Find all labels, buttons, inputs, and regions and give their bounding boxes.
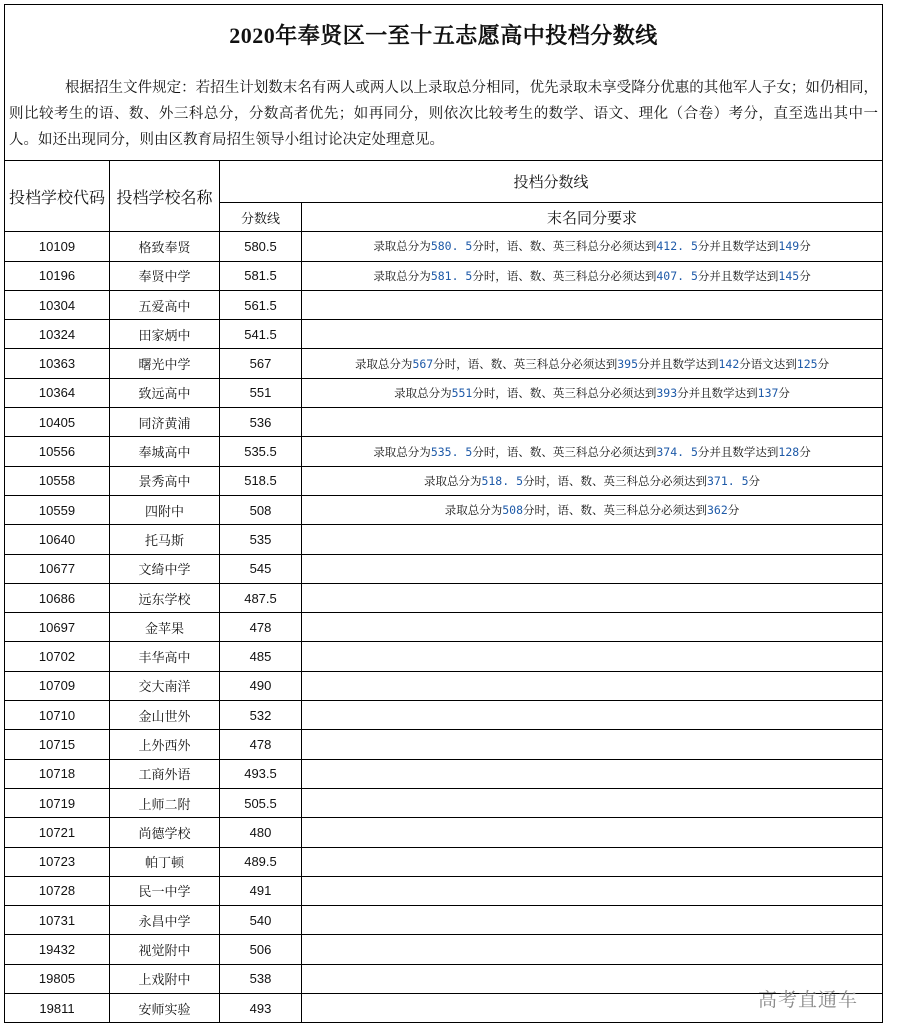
cell-score: 541.5	[220, 320, 302, 349]
requirement-number: 580. 5	[430, 239, 473, 254]
cell-name: 致远高中	[110, 378, 220, 407]
cell-requirement	[302, 642, 883, 671]
cell-requirement: 录取总分为535. 5分时，语、数、英三科总分必须达到374. 5分并且数学达到128分	[302, 437, 883, 466]
table-row	[5, 583, 883, 612]
cell-name: 远东学校	[110, 583, 220, 612]
requirement-number: 551	[451, 385, 473, 400]
cell-score: 551	[220, 378, 302, 407]
cell-code: 10109	[5, 232, 110, 261]
cell-name: 金苹果	[110, 613, 220, 642]
cell-score: 490	[220, 671, 302, 700]
cell-score: 532	[220, 701, 302, 730]
header-score: 分数线	[220, 203, 302, 232]
table-row	[5, 994, 883, 1023]
cell-score: 518.5	[220, 466, 302, 495]
table-row	[5, 349, 883, 378]
cell-name: 永昌中学	[110, 906, 220, 935]
cell-code: 10731	[5, 906, 110, 935]
cell-name: 奉城高中	[110, 437, 220, 466]
requirement-number: 395	[617, 356, 638, 371]
cell-score: 567	[220, 349, 302, 378]
cell-code: 10723	[5, 847, 110, 876]
requirement-number: 149	[778, 239, 800, 254]
cell-name: 五爱高中	[110, 290, 220, 319]
cell-score: 535.5	[220, 437, 302, 466]
cell-code: 10196	[5, 261, 110, 290]
cell-score: 581.5	[220, 261, 302, 290]
cell-name: 安师实验	[110, 994, 220, 1023]
header-code: 投档学校代码	[5, 161, 110, 232]
cell-code: 10709	[5, 671, 110, 700]
cell-score: 478	[220, 613, 302, 642]
cell-code: 19805	[5, 964, 110, 993]
cell-requirement	[302, 671, 883, 700]
watermark: 高考直通车	[758, 990, 859, 1011]
table-row	[5, 730, 883, 759]
cell-requirement	[302, 818, 883, 847]
cell-name: 帕丁顿	[110, 847, 220, 876]
cell-name: 交大南洋	[110, 671, 220, 700]
cell-code: 19811	[5, 994, 110, 1023]
cell-name: 视觉附中	[110, 935, 220, 964]
cell-code: 10719	[5, 788, 110, 817]
cell-name: 尚德学校	[110, 818, 220, 847]
cell-score: 493	[220, 994, 302, 1023]
table-row	[5, 671, 883, 700]
cell-code: 10710	[5, 701, 110, 730]
cell-requirement	[302, 320, 883, 349]
cell-score: 491	[220, 876, 302, 905]
table-row	[5, 290, 883, 319]
cell-score: 561.5	[220, 290, 302, 319]
cell-score: 535	[220, 525, 302, 554]
cell-score: 508	[220, 495, 302, 524]
cell-requirement	[302, 408, 883, 437]
table-row	[5, 437, 883, 466]
cell-code: 10715	[5, 730, 110, 759]
cell-name: 文绮中学	[110, 554, 220, 583]
cell-code: 10728	[5, 876, 110, 905]
cell-requirement	[302, 583, 883, 612]
requirement-number: 535. 5	[430, 444, 473, 459]
requirement-number: 371. 5	[707, 473, 749, 488]
requirement-number: 407. 5	[656, 268, 698, 283]
requirement-number: 374. 5	[656, 444, 698, 459]
cell-name: 田家炳中	[110, 320, 220, 349]
cell-name: 工商外语	[110, 759, 220, 788]
cell-score: 545	[220, 554, 302, 583]
requirement-number: 145	[778, 268, 800, 283]
cell-name: 景秀高中	[110, 466, 220, 495]
cell-score: 485	[220, 642, 302, 671]
cell-code: 10556	[5, 437, 110, 466]
requirement-number: 137	[757, 385, 779, 400]
cell-requirement: 录取总分为508分时，语、数、英三科总分必须达到362分	[302, 495, 883, 524]
cell-requirement: 录取总分为581. 5分时，语、数、英三科总分必须达到407. 5分并且数学达到145分	[302, 261, 883, 290]
requirement-number: 393	[656, 385, 678, 400]
table-row	[5, 642, 883, 671]
intro-paragraph: 根据招生文件规定：若招生计划数末名有两人或两人以上录取总分相同，优先录取未享受降分优惠的其他军人子女；如仍相同，则比较考生的语、数、外三科总分，分数高者优先；如再同分，则依次比较考生的数学、语文、理化（合卷）考分，直至选出其中一人。如还出现同分，则由区教育局招生领导小组讨论决定处理意见。	[9, 80, 878, 148]
cell-name: 托马斯	[110, 525, 220, 554]
table-body	[5, 232, 883, 1023]
table-row	[5, 408, 883, 437]
table-row	[5, 554, 883, 583]
cell-score: 478	[220, 730, 302, 759]
cell-requirement	[302, 876, 883, 905]
cell-score: 580.5	[220, 232, 302, 261]
cell-requirement	[302, 554, 883, 583]
table-row	[5, 495, 883, 524]
table-row	[5, 935, 883, 964]
requirement-number: 567	[412, 356, 434, 371]
table-row	[5, 525, 883, 554]
requirement-number: 518. 5	[481, 473, 523, 488]
cell-score: 489.5	[220, 847, 302, 876]
cell-score: 536	[220, 408, 302, 437]
table-row	[5, 261, 883, 290]
cell-name: 曙光中学	[110, 349, 220, 378]
cell-code: 10324	[5, 320, 110, 349]
cell-code: 10686	[5, 583, 110, 612]
cell-code: 10559	[5, 495, 110, 524]
cell-requirement	[302, 701, 883, 730]
cell-requirement	[302, 613, 883, 642]
requirement-number: 125	[796, 356, 818, 371]
cell-requirement: 录取总分为567分时，语、数、英三科总分必须达到395分并且数学达到142分语文达到125分	[302, 349, 883, 378]
cell-score: 540	[220, 906, 302, 935]
requirement-number: 362	[707, 503, 728, 518]
cell-name: 金山世外	[110, 701, 220, 730]
cell-code: 10677	[5, 554, 110, 583]
cell-requirement	[302, 525, 883, 554]
header-requirement: 末名同分要求	[302, 203, 883, 232]
cell-requirement: 录取总分为580. 5分时，语、数、英三科总分必须达到412. 5分并且数学达到149分	[302, 232, 883, 261]
cell-code: 10640	[5, 525, 110, 554]
cell-score: 538	[220, 964, 302, 993]
cell-requirement: 录取总分为518. 5分时，语、数、英三科总分必须达到371. 5分	[302, 466, 883, 495]
cell-score: 480	[220, 818, 302, 847]
table-row	[5, 964, 883, 993]
cell-name: 同济黄浦	[110, 408, 220, 437]
requirement-number: 128	[778, 444, 800, 459]
table-row	[5, 818, 883, 847]
cell-name: 上戏附中	[110, 964, 220, 993]
table-row	[5, 847, 883, 876]
cell-name: 民一中学	[110, 876, 220, 905]
table-row	[5, 466, 883, 495]
cell-score: 505.5	[220, 788, 302, 817]
cell-name: 上师二附	[110, 788, 220, 817]
table-row	[5, 232, 883, 261]
requirement-number: 412. 5	[656, 239, 698, 254]
cell-code: 10363	[5, 349, 110, 378]
cell-code: 10721	[5, 818, 110, 847]
cell-requirement	[302, 759, 883, 788]
cell-score: 506	[220, 935, 302, 964]
requirement-number: 508	[502, 503, 523, 518]
cell-code: 10405	[5, 408, 110, 437]
requirement-number: 142	[718, 356, 740, 371]
cell-code: 10364	[5, 378, 110, 407]
cell-code: 10702	[5, 642, 110, 671]
cell-requirement	[302, 906, 883, 935]
cell-name: 四附中	[110, 495, 220, 524]
header-group: 投档分数线	[220, 161, 883, 203]
score-table	[4, 160, 883, 1023]
cell-code: 10304	[5, 290, 110, 319]
cell-code: 10558	[5, 466, 110, 495]
table-row	[5, 759, 883, 788]
cell-name: 丰华高中	[110, 642, 220, 671]
table-row	[5, 876, 883, 905]
header-name: 投档学校名称	[110, 161, 220, 232]
table-row	[5, 378, 883, 407]
requirement-number: 581. 5	[430, 268, 473, 283]
cell-name: 格致奉贤	[110, 232, 220, 261]
cell-code: 10697	[5, 613, 110, 642]
cell-requirement	[302, 935, 883, 964]
table-row	[5, 788, 883, 817]
page-title: 2020年奉贤区一至十五志愿高中投档分数线	[229, 23, 658, 48]
cell-code: 19432	[5, 935, 110, 964]
table-row	[5, 906, 883, 935]
table-row	[5, 320, 883, 349]
cell-name: 上外西外	[110, 730, 220, 759]
cell-score: 493.5	[220, 759, 302, 788]
cell-requirement: 录取总分为551分时，语、数、英三科总分必须达到393分并且数学达到137分	[302, 378, 883, 407]
table-row	[5, 701, 883, 730]
cell-score: 487.5	[220, 583, 302, 612]
cell-code: 10718	[5, 759, 110, 788]
table-row	[5, 613, 883, 642]
cell-requirement	[302, 847, 883, 876]
cell-requirement	[302, 788, 883, 817]
cell-name: 奉贤中学	[110, 261, 220, 290]
cell-requirement	[302, 730, 883, 759]
cell-requirement	[302, 290, 883, 319]
document-header	[4, 4, 883, 161]
